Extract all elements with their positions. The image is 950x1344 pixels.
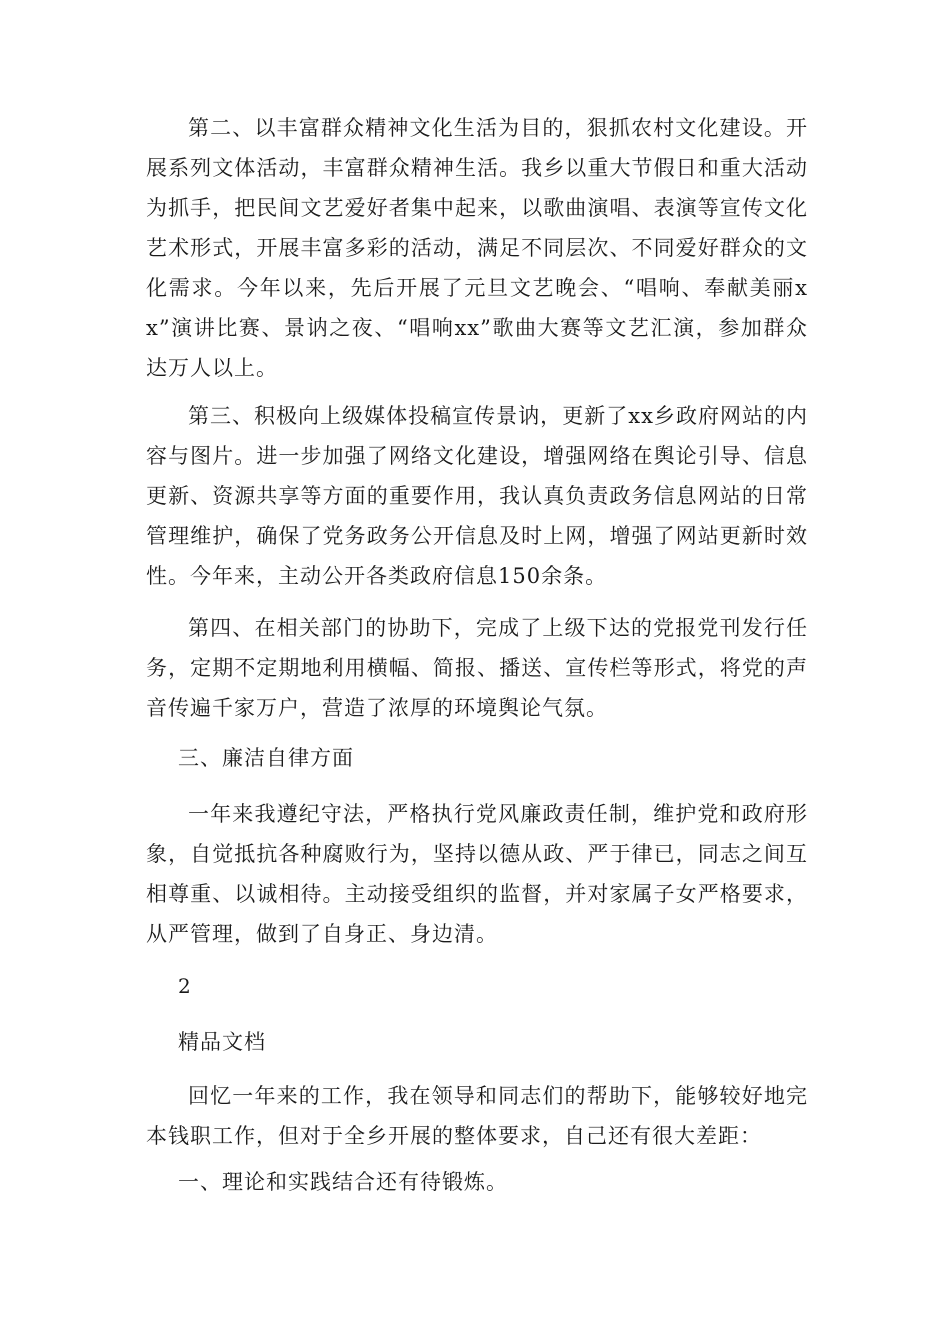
page-number: 2 — [178, 974, 191, 998]
paragraph-culture-construction: 第二、以丰富群众精神文化生活为目的，狠抓农村文化建设。开展系列文体活动，丰富群众精神生活。我乡以重大节假日和重大活动为抓手，把民间文艺爱好者集中起来，以歌曲演唱、表演等宣传文化艺术形式，开展丰富多彩的活动，满足不同层次、不同爱好群众的文化需求。今年以来，先后开展了元旦文艺晚会、“唱响、奉献美丽xx”演讲比赛、景讷之夜、“唱响xx”歌曲大赛等文艺汇演，参加群众达万人以上。 — [146, 116, 808, 380]
section-heading-integrity: 三、廉洁自律方面 — [178, 746, 354, 770]
paragraph-self-discipline: 一年来我遵纪守法，严格执行党风廉政责任制，维护党和政府形象，自觉抵抗各种腐败行为，坚持以德从政、严于律已，同志之间互相尊重、以诚相待。主动接受组织的监督，并对家属子女严格要求，从严管理，做到了自身正、身边清。 — [146, 802, 808, 946]
shortcoming-item-1: 一、理论和实践结合还有待锻炼。 — [178, 1170, 508, 1194]
paragraph-party-newspaper: 第四、在相关部门的协助下，完成了上级下达的党报党刊发行任务，定期不定期地利用横幅、简报、播送、宣传栏等形式，将党的声音传遍千家万户，营造了浓厚的环境舆论气氛。 — [146, 616, 808, 720]
paragraph-review: 回忆一年来的工作，我在领导和同志们的帮助下，能够较好地完本钱职工作，但对于全乡开展的整体要求，自己还有很大差距： — [146, 1084, 808, 1148]
document-watermark-title: 精品文档 — [178, 1030, 266, 1054]
paragraph-media-website: 第三、积极向上级媒体投稿宣传景讷，更新了xx乡政府网站的内容与图片。进一步加强了网络文化建设，增强网络在舆论引导、信息更新、资源共享等方面的重要作用，我认真负责政务信息网站的日常管理维护，确保了党务政务公开信息及时上网，增强了网站更新时效性。今年来，主动公开各类政府信息150余条。 — [146, 404, 808, 588]
